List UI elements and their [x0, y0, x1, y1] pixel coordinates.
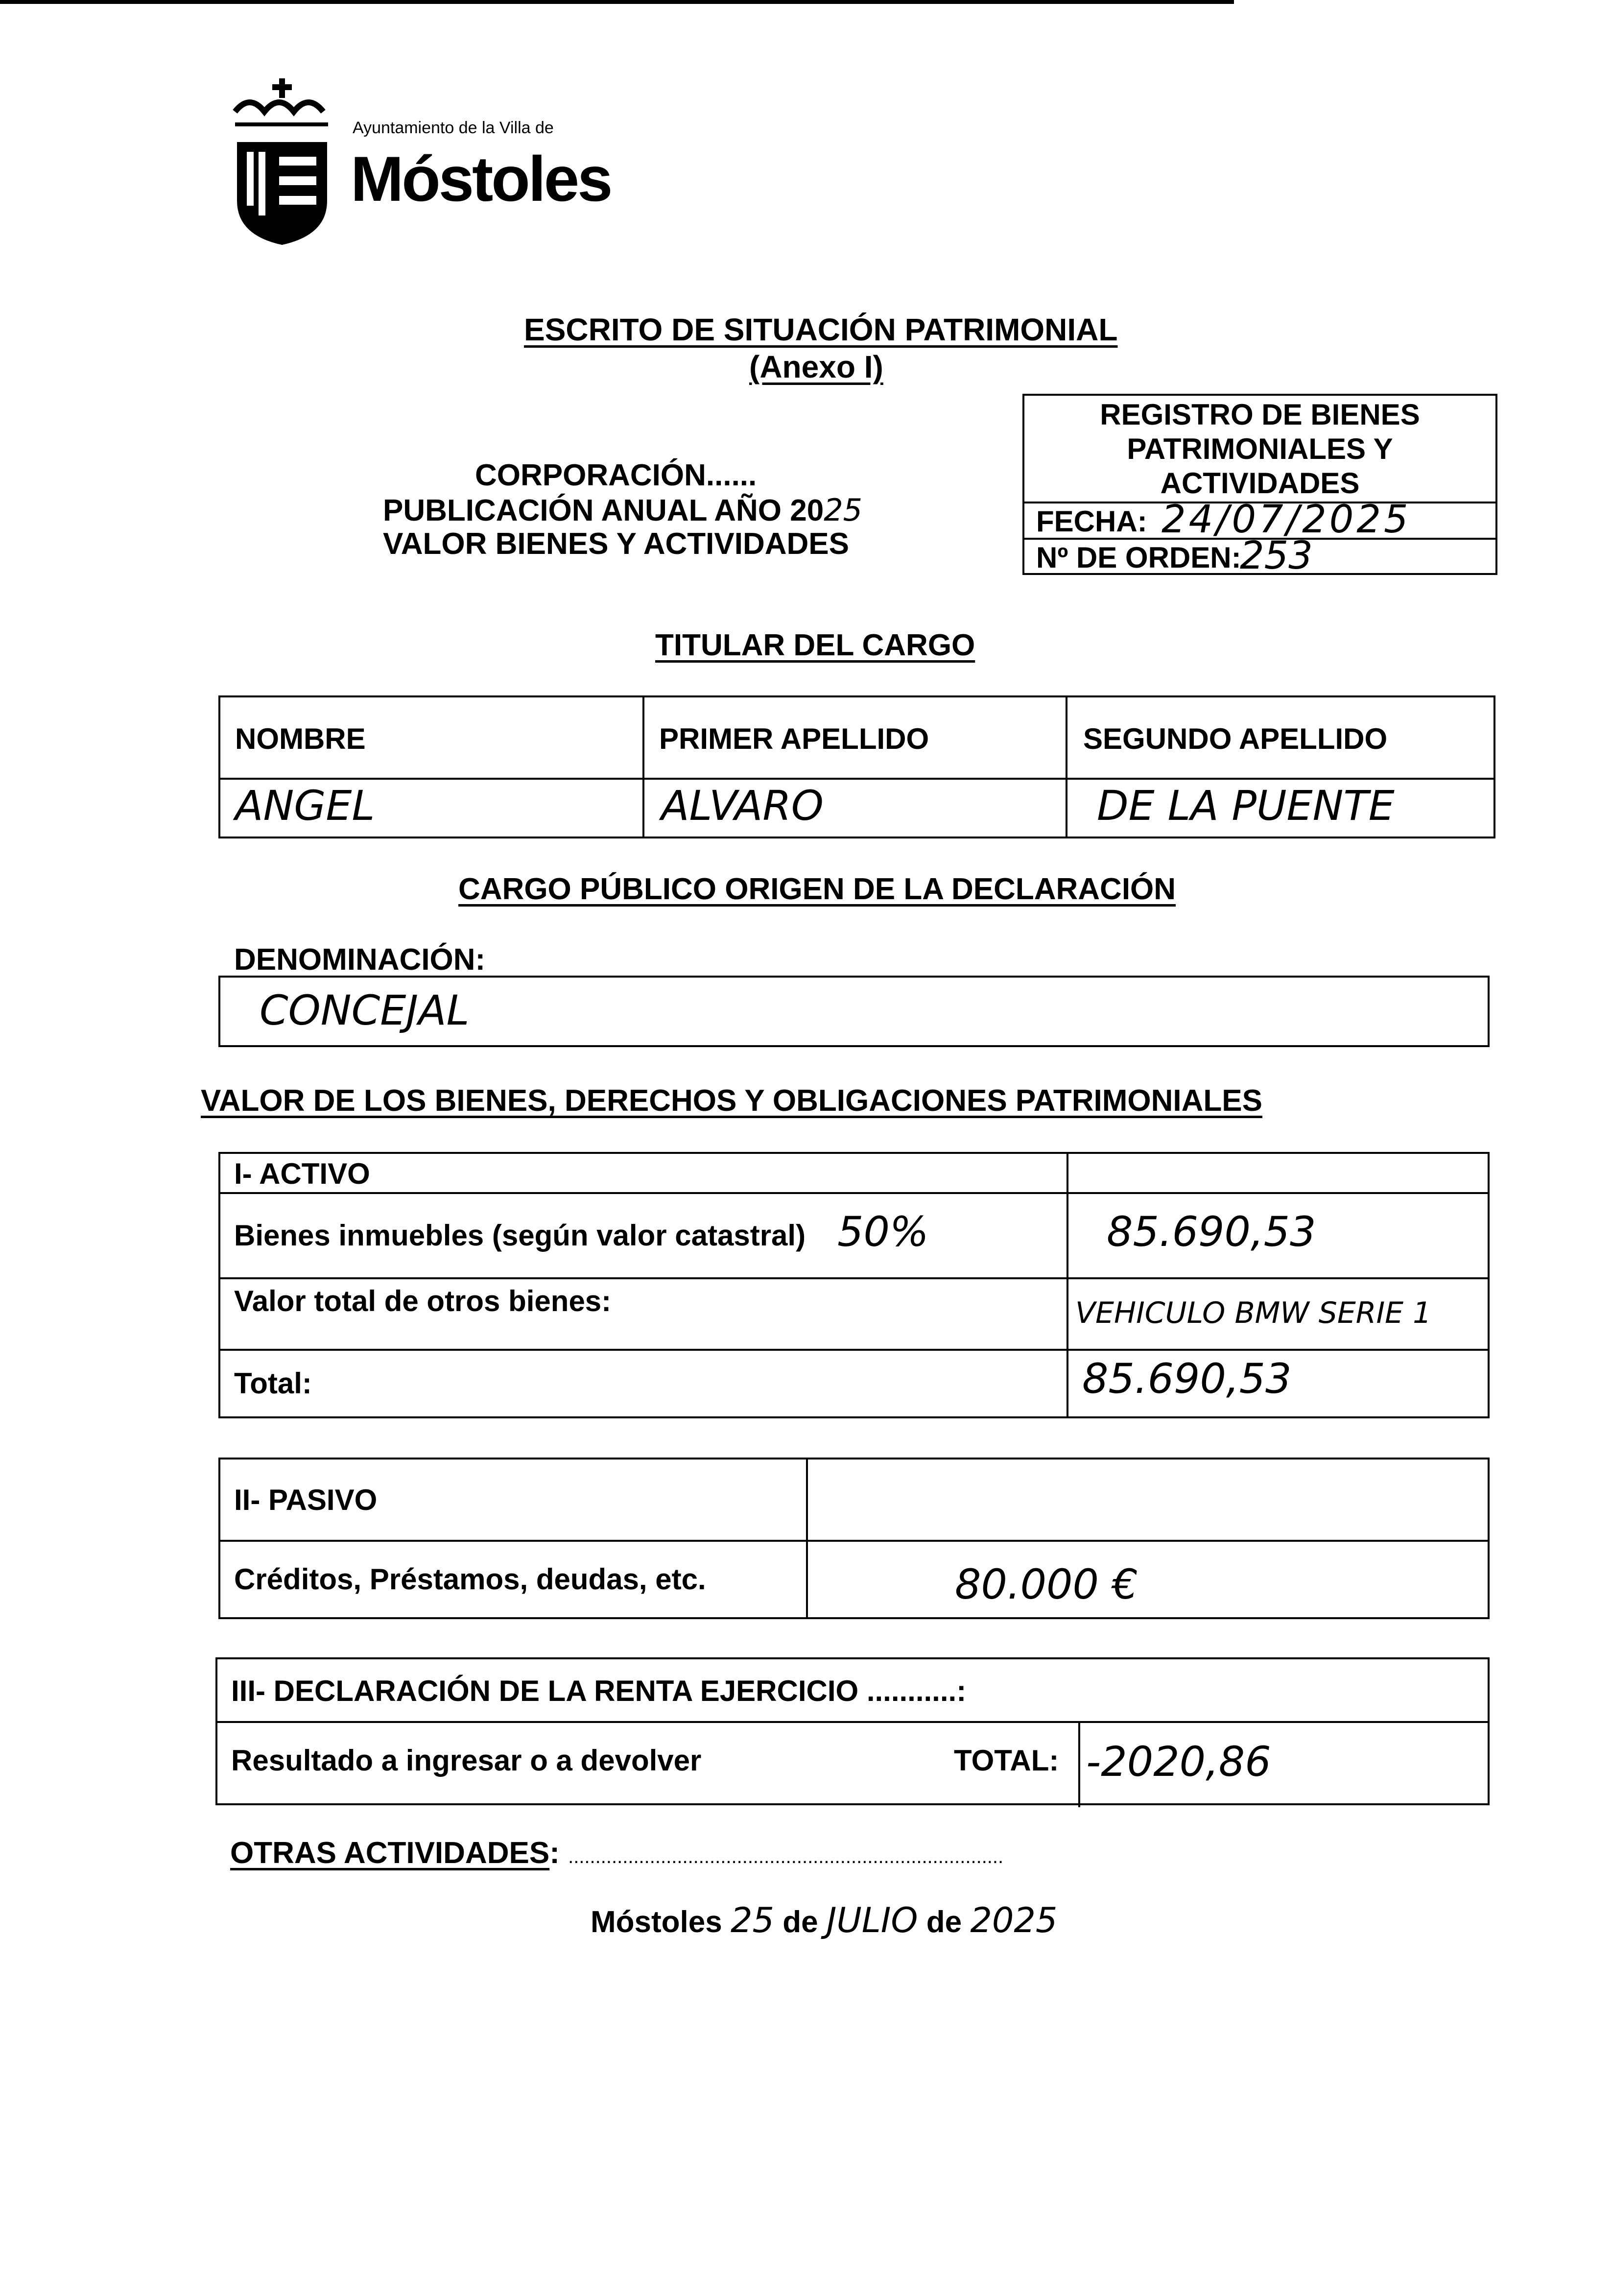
valor-heading: VALOR DE LOS BIENES, DERECHOS Y OBLIGACIONES PATRIMONIALES	[201, 1084, 1262, 1118]
activo-divider-3	[220, 1349, 1488, 1351]
denominacion-value: CONCEJAL	[260, 986, 470, 1034]
logo	[230, 73, 612, 260]
fecha-value: 24/07/2025	[1162, 498, 1411, 542]
titular-heading: TITULAR DEL CARGO	[655, 628, 975, 662]
pasivo-table	[218, 1458, 1490, 1619]
renta-total-value: -2020,86	[1086, 1738, 1271, 1786]
titular-col-divider-2	[1066, 697, 1067, 837]
inmuebles-label: Bienes inmuebles (según valor catastral)	[234, 1219, 806, 1252]
otras-actividades-dots: ................................................................................	[568, 1846, 1004, 1867]
creditos-label: Créditos, Préstamos, deudas, etc.	[234, 1563, 706, 1596]
otros-bienes-label: Valor total de otros bienes:	[234, 1285, 612, 1317]
inmuebles-pct: 50%	[837, 1208, 929, 1256]
activo-col-divider	[1067, 1154, 1068, 1416]
activo-divider-2	[220, 1277, 1488, 1279]
primer-apellido-value: ALVARO	[661, 782, 824, 830]
fecha-label: FECHA:	[1036, 505, 1147, 538]
orden-label: Nº DE ORDEN:	[1036, 541, 1241, 574]
renta-divider	[217, 1721, 1488, 1723]
segundo-apellido-value: DE LA PUENTE	[1097, 782, 1395, 830]
renta-title: III- DECLARACIÓN DE LA RENTA EJERCICIO ...........:	[231, 1674, 967, 1707]
nombre-header: NOMBRE	[235, 722, 366, 755]
segundo-apellido-header: SEGUNDO APELLIDO	[1083, 722, 1388, 755]
otras-actividades-colon: :	[549, 1836, 560, 1870]
total-value: 85.690,53	[1082, 1355, 1292, 1403]
corporacion-label: CORPORACIÓN......	[475, 458, 757, 492]
logo-name: Móstoles	[351, 143, 611, 215]
titular-col-divider-1	[642, 697, 644, 837]
firma-de-2: de	[926, 1905, 962, 1939]
orden-value: 253	[1240, 534, 1313, 578]
registro-title-3: ACTIVIDADES	[1160, 467, 1360, 500]
titular-row-divider	[220, 778, 1493, 780]
primer-apellido-header: PRIMER APELLIDO	[659, 722, 929, 755]
renta-col-divider	[1078, 1721, 1080, 1807]
firma-line	[591, 1900, 1057, 1940]
registro-title-2: PATRIMONIALES Y	[1127, 432, 1393, 465]
activo-table	[218, 1152, 1490, 1418]
pasivo-title: II- PASIVO	[234, 1483, 378, 1516]
otros-bienes-value: VEHICULO BMW SERIE 1	[1075, 1296, 1432, 1330]
crown-shield-icon	[230, 73, 338, 250]
activo-title: I- ACTIVO	[234, 1157, 370, 1190]
top-border-line	[0, 0, 1234, 4]
document-subtitle: (Anexo I)	[749, 349, 883, 384]
total-label: Total:	[234, 1367, 312, 1400]
publicacion-text: PUBLICACIÓN ANUAL AÑO 20	[383, 494, 824, 527]
titular-table	[218, 695, 1495, 838]
otras-actividades	[230, 1836, 1003, 1870]
firma-month: JULIO	[826, 1900, 918, 1940]
creditos-value: 80.000 €	[955, 1560, 1138, 1608]
valor-bienes-label: VALOR BIENES Y ACTIVIDADES	[383, 527, 849, 561]
renta-total-label: TOTAL:	[954, 1744, 1059, 1777]
resultado-label: Resultado a ingresar o a devolver	[231, 1744, 702, 1777]
publicacion-year-handwritten: 25	[824, 492, 863, 528]
nombre-value: ANGEL	[235, 782, 375, 830]
denominacion-box	[218, 976, 1490, 1047]
firma-year: 2025	[970, 1900, 1058, 1940]
cargo-heading: CARGO PÚBLICO ORIGEN DE LA DECLARACIÓN	[458, 872, 1176, 906]
renta-table	[215, 1657, 1490, 1805]
denominacion-label: DENOMINACIÓN:	[234, 943, 486, 977]
pasivo-col-divider	[806, 1459, 808, 1617]
firma-de-1: de	[782, 1905, 818, 1939]
publicacion-label	[383, 492, 862, 528]
pasivo-divider	[220, 1540, 1488, 1542]
logo-subtitle: Ayuntamiento de la Villa de	[353, 119, 554, 137]
otras-actividades-label: OTRAS ACTIVIDADES	[230, 1836, 550, 1870]
firma-city: Móstoles	[591, 1905, 722, 1939]
registro-box	[1022, 394, 1497, 578]
inmuebles-value: 85.690,53	[1107, 1208, 1316, 1256]
registro-title-1: REGISTRO DE BIENES	[1100, 398, 1420, 431]
activo-divider-1	[220, 1192, 1488, 1194]
document-title: ESCRITO DE SITUACIÓN PATRIMONIAL	[524, 312, 1118, 347]
firma-day: 25	[730, 1900, 775, 1940]
